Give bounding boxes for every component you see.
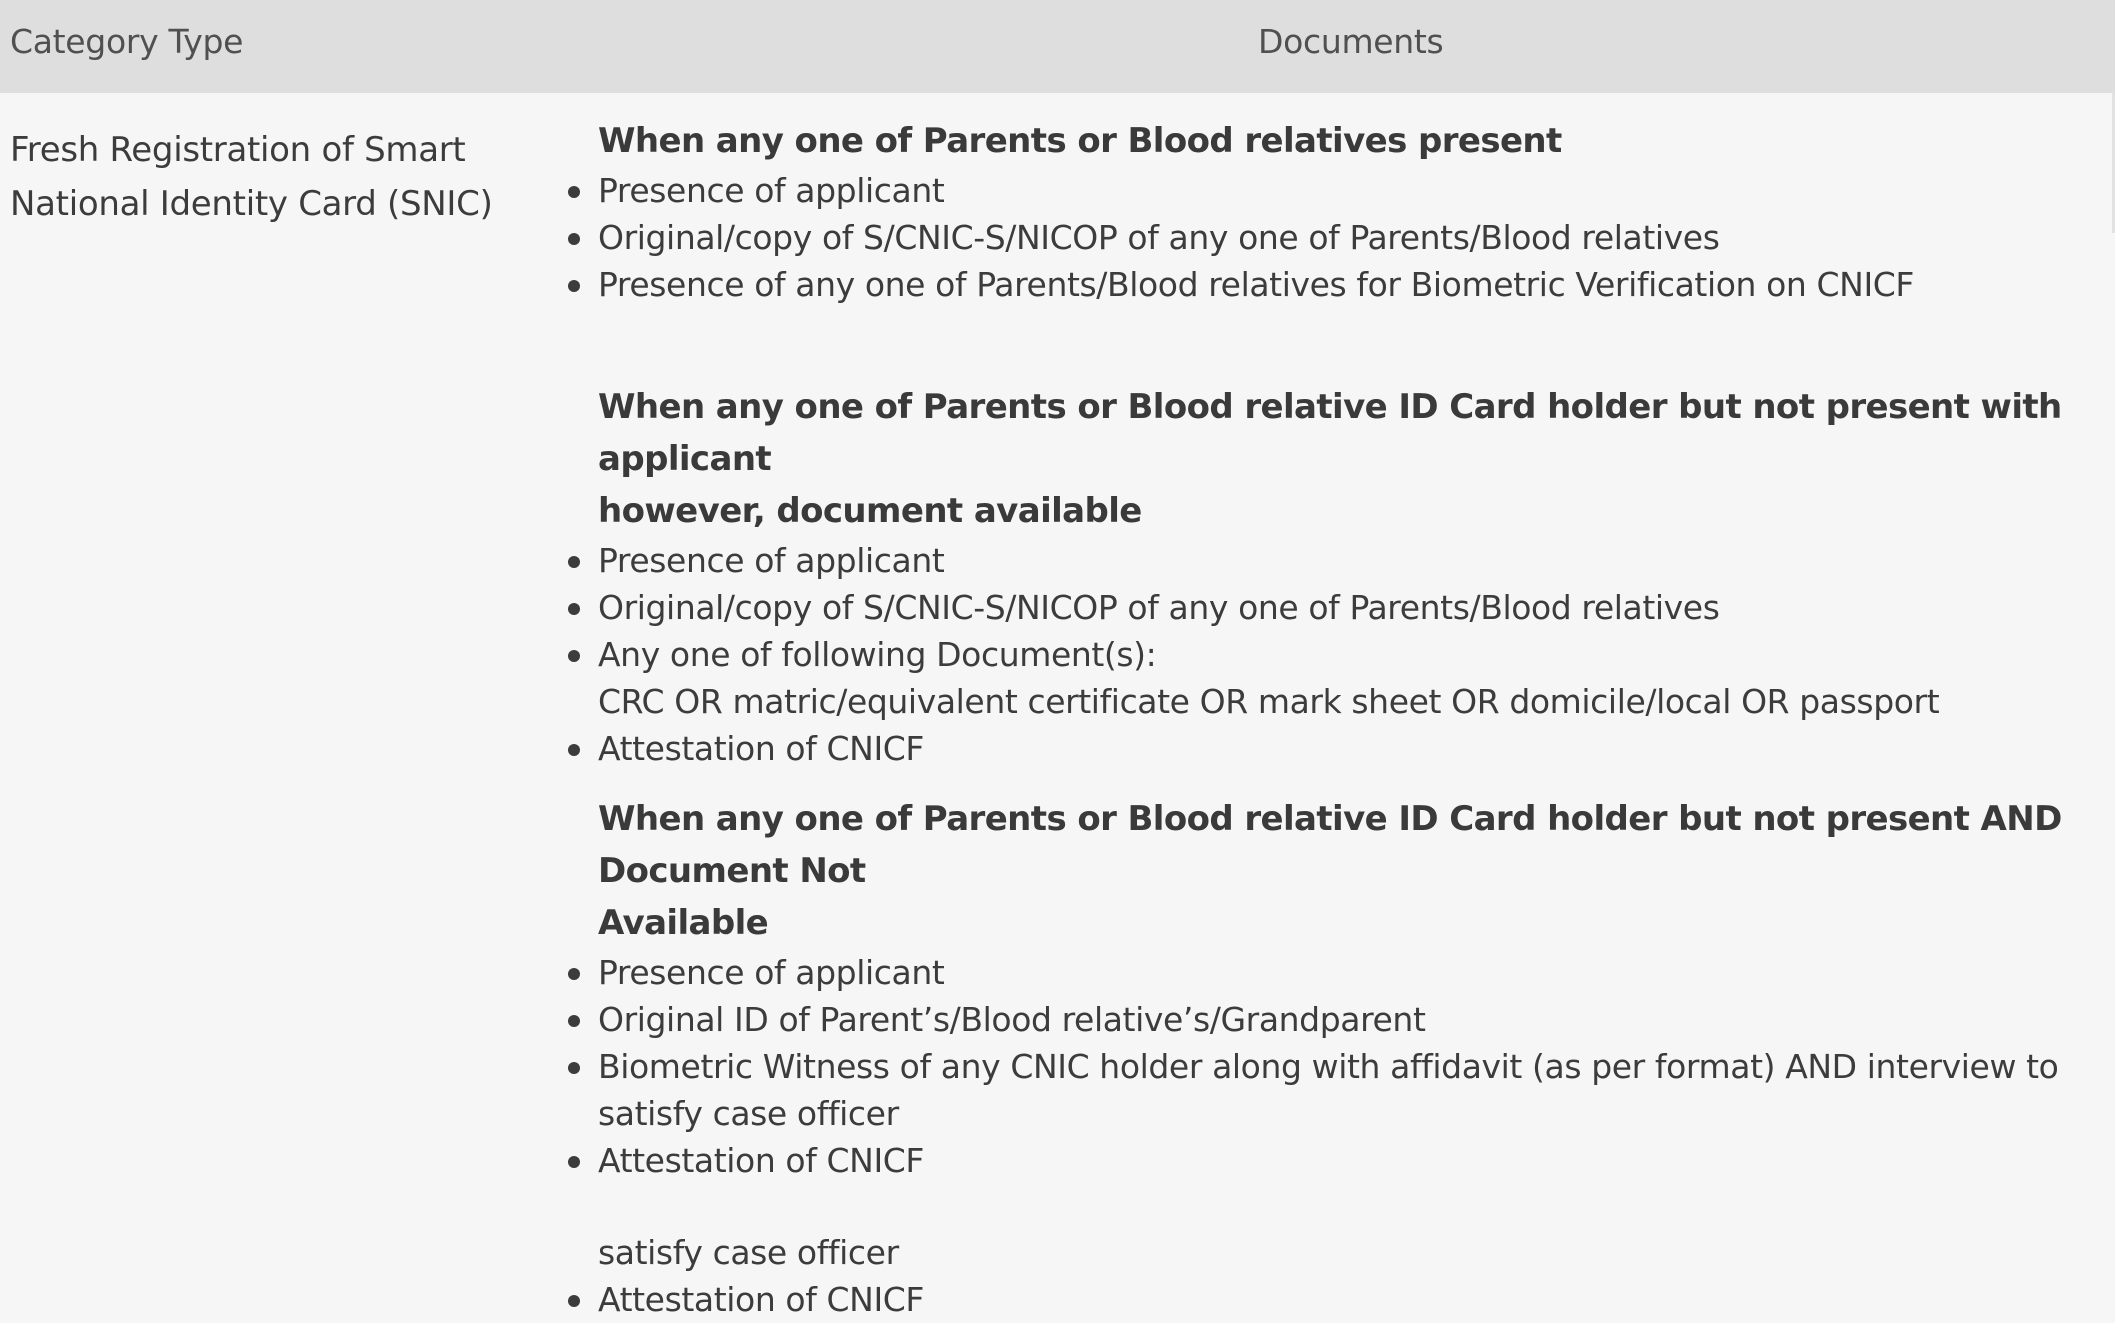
bullet-icon bbox=[568, 1295, 580, 1307]
section-heading bbox=[598, 381, 2098, 537]
list-item-continuation bbox=[598, 1229, 2098, 1276]
section-heading-line: When any one of Parents or Blood relative ID Card holder but not present with applicant bbox=[598, 387, 2062, 479]
list-item bbox=[598, 1043, 2098, 1090]
column-header-category-type: Category Type bbox=[10, 22, 244, 61]
bullet-icon bbox=[568, 233, 580, 245]
bullet-icon bbox=[568, 744, 580, 756]
list-item-text: Biometric Witness of any CNIC holder along with affidavit (as per format) AND interview to bbox=[598, 1047, 2059, 1086]
category-type-line: Fresh Registration of Smart bbox=[10, 130, 466, 170]
documents-section-parents-present bbox=[598, 115, 2098, 308]
bullet-icon bbox=[568, 1062, 580, 1074]
list-item-text: Any one of following Document(s): bbox=[598, 635, 1157, 674]
list-item bbox=[598, 584, 2098, 631]
bullet-icon bbox=[568, 186, 580, 198]
list-item-text: Attestation of CNICF bbox=[598, 1280, 925, 1319]
list-item bbox=[598, 167, 2098, 214]
list-item-text: Original/copy of S/CNIC-S/NICOP of any one of Parents/Blood relatives bbox=[598, 588, 1720, 627]
list-item-continuation bbox=[598, 1090, 2098, 1137]
bullet-icon bbox=[568, 556, 580, 568]
list-item bbox=[598, 1137, 2098, 1184]
list-item-continuation bbox=[598, 678, 2098, 725]
section-heading-line: however, document available bbox=[598, 491, 1142, 531]
section-heading bbox=[598, 793, 2098, 949]
table-row bbox=[0, 93, 2115, 1320]
list-item bbox=[598, 996, 2098, 1043]
list-item-text: Attestation of CNICF bbox=[598, 729, 925, 768]
requirements-list bbox=[598, 949, 2098, 1184]
bullet-icon bbox=[568, 968, 580, 980]
list-item-text: Original/copy of S/CNIC-S/NICOP of any one of Parents/Blood relatives bbox=[598, 218, 1720, 257]
list-item bbox=[598, 214, 2098, 261]
documents-section-document-available bbox=[598, 381, 2098, 772]
bullet-icon bbox=[568, 603, 580, 615]
documents-section-document-not-available bbox=[598, 793, 2098, 1323]
list-item-text: Original ID of Parent’s/Blood relative’s/Grandparent bbox=[598, 1000, 1426, 1039]
list-item bbox=[598, 949, 2098, 996]
list-item bbox=[598, 261, 2098, 308]
section-heading-line: Available bbox=[598, 903, 769, 943]
list-item-text: Attestation of CNICF bbox=[598, 1141, 925, 1180]
list-item-text: satisfy case officer bbox=[598, 1094, 899, 1133]
list-item bbox=[598, 1276, 2098, 1323]
column-header-documents: Documents bbox=[1258, 22, 1444, 61]
list-item bbox=[598, 537, 2098, 584]
bullet-icon bbox=[568, 280, 580, 292]
bullet-icon bbox=[568, 650, 580, 662]
list-item-text: Presence of applicant bbox=[598, 171, 945, 210]
list-item-text: Presence of applicant bbox=[598, 953, 945, 992]
category-type-cell bbox=[10, 123, 530, 231]
requirements-list-duplicate bbox=[598, 1229, 2098, 1323]
list-item bbox=[598, 725, 2098, 772]
section-heading: When any one of Parents or Blood relatives present bbox=[598, 121, 1562, 161]
list-item-text: CRC OR matric/equivalent certificate OR mark sheet OR domicile/local OR passport bbox=[598, 682, 1940, 721]
list-item-text: satisfy case officer bbox=[598, 1233, 899, 1272]
list-item bbox=[598, 631, 2098, 678]
section-heading-line: When any one of Parents or Blood relative ID Card holder but not present AND Document Not bbox=[598, 799, 2062, 891]
bullet-icon bbox=[568, 1156, 580, 1168]
list-item-text: Presence of applicant bbox=[598, 541, 945, 580]
list-item-text: Presence of any one of Parents/Blood relatives for Biometric Verification on CNICF bbox=[598, 265, 1914, 304]
requirements-list bbox=[598, 167, 2098, 308]
bullet-icon bbox=[568, 1015, 580, 1027]
table-header bbox=[0, 0, 2115, 93]
requirements-list bbox=[598, 537, 2098, 772]
category-type-line: National Identity Card (SNIC) bbox=[10, 184, 493, 224]
